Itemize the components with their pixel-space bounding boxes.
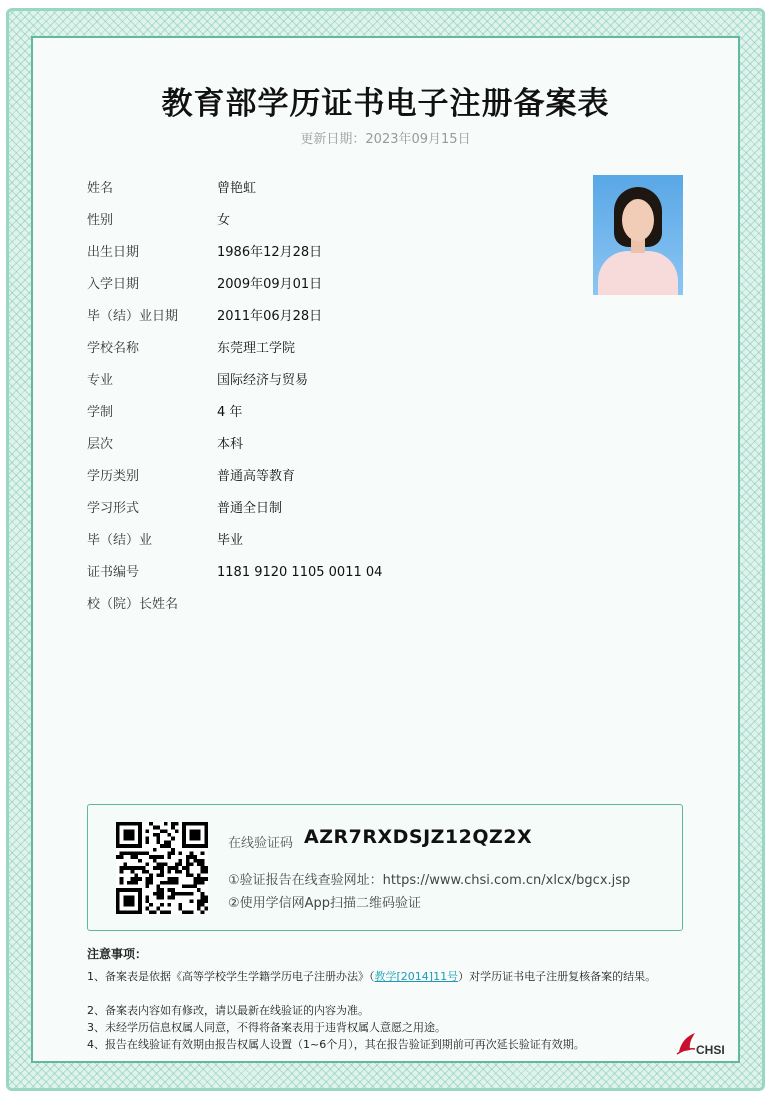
field-value: 曾艳虹 (217, 181, 257, 196)
student-photo (593, 175, 683, 295)
qr-code-icon[interactable] (116, 822, 208, 914)
field-value: 2009年09月01日 (217, 277, 323, 292)
regulation-link[interactable]: 教学[2014]11号 (374, 970, 459, 983)
field-label: 学历类别 (87, 469, 140, 484)
field-label: 出生日期 (87, 245, 140, 260)
field-label: 专业 (87, 373, 114, 388)
field-value: 2011年06月28日 (217, 309, 323, 324)
note-item-4: 4、报告在线验证有效期由报告权属人设置（1~6个月），其在报告验证到期前可再次延长验证有效期。 (87, 1038, 585, 1051)
notes-title: 注意事项： (87, 947, 148, 961)
field-label: 毕（结）业日期 (87, 309, 179, 324)
field-label: 性别 (87, 213, 114, 228)
field-label: 毕（结）业 (87, 533, 153, 548)
verify-app-line: ②使用学信网App扫描二维码验证 (228, 896, 422, 911)
field-label: 入学日期 (87, 277, 140, 292)
field-value: 本科 (217, 437, 244, 452)
field-label: 姓名 (87, 181, 114, 196)
field-value: 东莞理工学院 (217, 341, 296, 356)
note-item-1: 1、备案表是依据《高等学校学生学籍学历电子注册办法》（教学[2014]11号）对学历证书电子注册复核备案的结果。 (87, 970, 657, 983)
note-item-2: 2、备案表内容如有修改，请以最新在线验证的内容为准。 (87, 1004, 369, 1017)
field-value: 普通全日制 (217, 501, 283, 516)
field-value: 1986年12月28日 (217, 245, 323, 260)
verify-code-label: 在线验证码 (228, 836, 294, 851)
page-title: 教育部学历证书电子注册备案表 (161, 86, 610, 122)
field-value: 1181 9120 1105 0011 04 (217, 565, 383, 580)
field-value: 4 年 (217, 405, 243, 420)
field-value: 毕业 (217, 533, 244, 548)
verify-code: AZR7RXDSJZ12QZ2X (304, 826, 533, 848)
field-label: 学习形式 (87, 501, 140, 516)
field-value: 国际经济与贸易 (217, 373, 309, 388)
chsi-logo-text: CHSI (696, 1043, 725, 1057)
update-date: 更新日期：2023年09月15日 (300, 132, 471, 147)
field-value: 普通高等教育 (217, 469, 296, 484)
note-item-3: 3、未经学历信息权属人同意，不得将备案表用于违背权属人意愿之用途。 (87, 1021, 446, 1034)
field-value: 女 (217, 213, 231, 228)
field-label: 学制 (87, 405, 114, 420)
field-label: 证书编号 (87, 565, 140, 580)
field-label: 学校名称 (87, 341, 140, 356)
verify-url-line: ①验证报告在线查验网址：https://www.chsi.com.cn/xlcx/bgcx.jsp (228, 873, 631, 888)
field-label: 校（院）长姓名 (87, 597, 179, 612)
verification-box (87, 804, 683, 931)
field-label: 层次 (87, 437, 114, 452)
